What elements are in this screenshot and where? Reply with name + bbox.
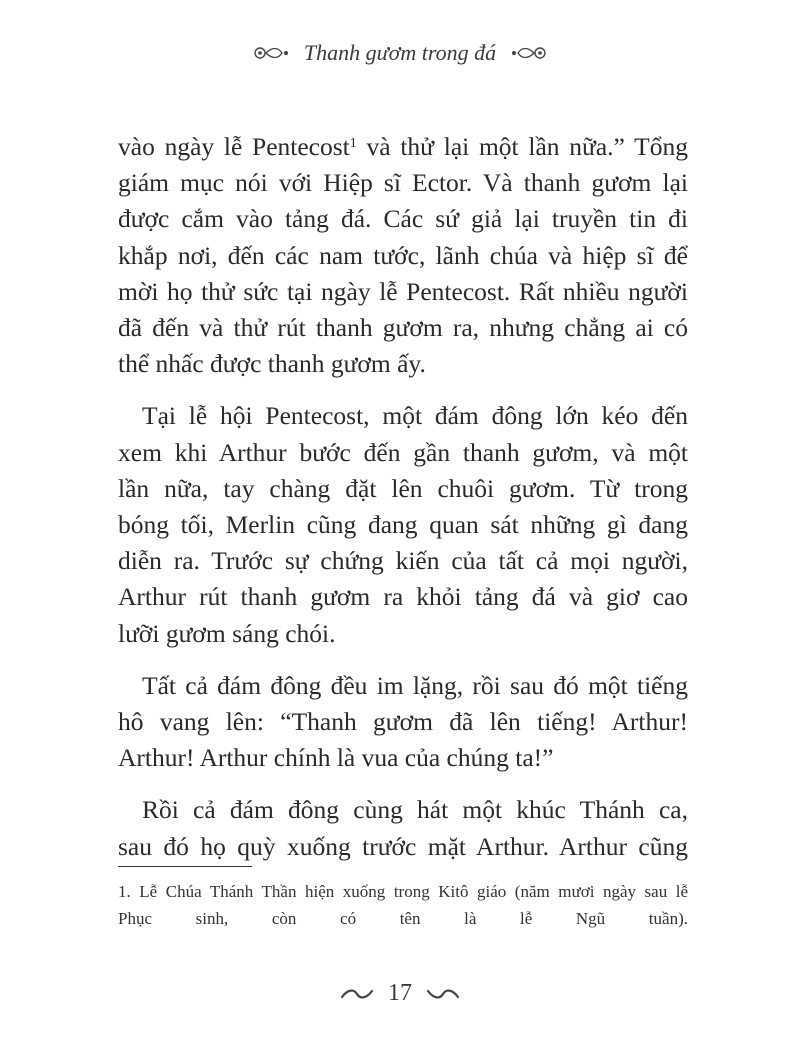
text-line: hô vang lên: “Thanh gươm đã lên tiếng! Arthur!	[118, 707, 688, 737]
footnote-line: 1. Lễ Chúa Thánh Thần hiện xuống trong Kitô giáo (năm mươi ngày sau lễ	[118, 882, 688, 901]
paragraph-3	[118, 668, 688, 777]
text-line: xem khi Arthur bước đến gần thanh gươm, và một	[118, 437, 688, 467]
text-line: khắp nơi, đến các nam tước, lãnh chúa và hiệp sĩ để	[118, 240, 688, 270]
text-line: thể nhấc được thanh gươm ấy.	[118, 349, 426, 379]
page-number: 17	[388, 980, 412, 1006]
text-line: Tại lễ hội Pentecost, một đám đông lớn kéo đến	[142, 401, 688, 431]
text-line: Arthur rút thanh gươm ra khỏi tảng đá và giơ cao	[118, 582, 688, 612]
text-line: bóng tối, Merlin cũng đang quan sát những gì đang	[118, 510, 688, 540]
paragraph-1	[118, 126, 688, 382]
text-line: vào ngày lễ Pentecost$^1$ và thử lại một lần nữa.” Tổng	[118, 132, 688, 161]
paragraph-2	[118, 398, 688, 651]
page-footer	[0, 980, 800, 1007]
text-line: Rồi cả đám đông cùng hát một khúc Thánh ca,	[142, 795, 688, 825]
text-line: lưỡi gươm sáng chói.	[118, 618, 336, 648]
text-line: sau đó họ quỳ xuống trước mặt Arthur. Arthur cũng	[118, 831, 688, 861]
text-line: Tất cả đám đông đều im lặng, rồi sau đó một tiếng	[142, 670, 688, 700]
header-title: Thanh gươm trong đá	[303, 40, 497, 65]
body-text	[118, 126, 688, 881]
text-line: mời họ thử sức tại ngày lễ Pentecost. Rất nhiều người	[118, 276, 688, 306]
text-line: Arthur! Arthur chính là vua của chúng ta!”	[118, 743, 554, 773]
paragraph-4	[118, 792, 688, 864]
text-line: giám mục nói với Hiệp sĩ Ector. Và thanh gươm lại	[118, 168, 688, 198]
swash-left-icon	[340, 987, 374, 1001]
ornament-right-icon	[510, 45, 548, 61]
footnote-marker[interactable]: 1	[349, 136, 357, 151]
text-line: diễn ra. Trước sự chứng kiến của tất cả mọi người,	[118, 546, 688, 576]
footnote-line: Phục sinh, còn có tên là lễ Ngũ tuần).	[118, 909, 688, 928]
ornament-left-icon	[252, 45, 290, 61]
text-line: đã đến và thử rút thanh gươm ra, nhưng chẳng ai có	[118, 313, 688, 343]
footnote	[118, 878, 688, 932]
running-header	[0, 40, 800, 66]
text-line: lần nữa, tay chàng đặt lên chuôi gươm. Từ trong	[118, 473, 688, 503]
swash-right-icon	[426, 987, 460, 1001]
text-line: được cắm vào tảng đá. Các sứ giả lại truyền tin đi	[118, 204, 688, 234]
footnote-divider	[118, 866, 252, 867]
